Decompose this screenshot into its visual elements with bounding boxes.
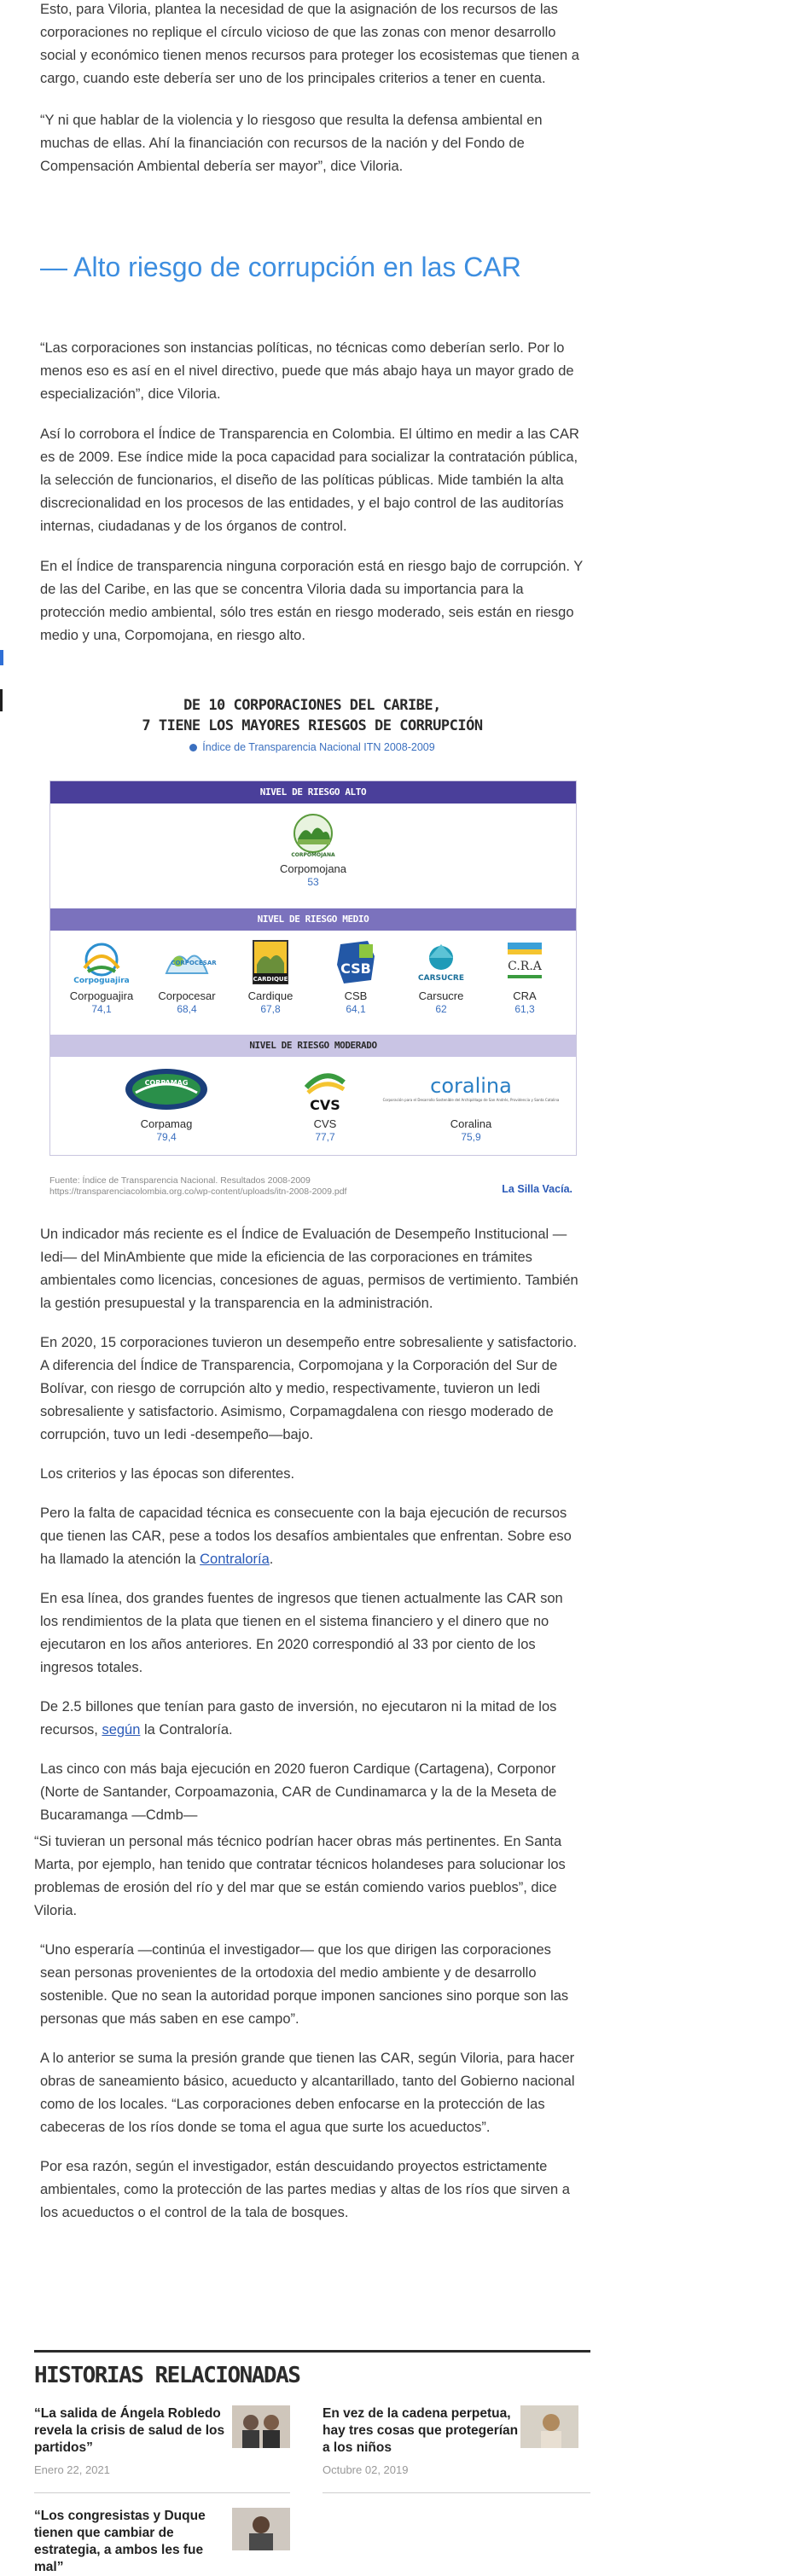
corp-name: CSB xyxy=(344,989,368,1002)
corp-name: Corpocesar xyxy=(158,989,216,1002)
figure-title-line2: 7 TIENE LOS MAYORES RIESGOS DE CORRUPCIÓN xyxy=(142,717,483,734)
related-story-title[interactable]: En vez de la cadena perpetua, hay tres cosas que protegerían a los niños xyxy=(323,2406,519,2455)
paragraph-text: . xyxy=(269,1552,274,1567)
related-story[interactable] xyxy=(34,2405,290,2476)
paragraph: Las cinco con más baja ejecución en 2020 fueron Cardique (Cartagena), Corponor (Norte de Santander, Corpoamazonia, CAR de Cundinamarca y la de la Meseta de Bucaramanga —Cdmb— xyxy=(40,1761,557,1823)
article-intro xyxy=(40,0,584,178)
row-moderate xyxy=(50,1057,576,1154)
paragraph: A lo anterior se suma la presión grande que tienen las CAR, según Viloria, para hacer obras de saneamiento básico, acueducto y alcantarillado, tanto del Gobierno nacional como de los locales. “Las corporaciones deben enfocarse en la protección de las cabeceras de los ríos donde se toma el agua que surte los acueductos”. xyxy=(40,2051,575,2135)
paragraph-text: Pero la falta de capacidad técnica es consecuente con la baja ejecución de recursos que tienen las CAR, pese a todos los desafíos ambientales que enfrentan. Sobre eso ha llamado la atención la xyxy=(40,1506,572,1567)
svg-text:Corpoguajira: Corpoguajira xyxy=(73,977,130,985)
corp-name: Coralina xyxy=(450,1117,492,1130)
svg-text:CSB: CSB xyxy=(340,960,371,977)
corpamag-logo-icon xyxy=(124,1067,209,1113)
paragraph: “Uno esperaría —continúa el investigador— que los que dirigen las corporaciones sean personas provenientes de la ortodoxia del medio ambiente y de desarrollo sostenible. Que no sean la autoridad porque imponen sanciones sino porque son las personas que más saben en ese campo”. xyxy=(40,1942,569,2027)
related-story-thumbnail[interactable] xyxy=(520,2405,578,2448)
paragraph xyxy=(40,1502,584,1571)
paragraph: “Si tuvieran un personal más técnico podrían hacer obras más pertinentes. En Santa Marta, por ejemplo, han tenido que contratar técnicos holandeses para solucionar los problemas de erosión del río y del mar que se están comiendo varios pueblos”, dice Viloria. xyxy=(34,1834,566,1918)
corp-corpomojana xyxy=(270,812,356,889)
corp-corpamag xyxy=(115,1067,218,1144)
figure-source-url[interactable]: https://transparenciacolombia.org.co/wp-content/uploads/itn-2008-2009.pdf xyxy=(49,1186,347,1197)
svg-text:CORPAMAG: CORPAMAG xyxy=(144,1079,189,1087)
svg-text:Corporación para el Desarrollo: Corporación para el Desarrollo Sostenible del Archipiélago de San Andrés, Providencia y Santa Catalina xyxy=(382,1098,560,1102)
segun-link[interactable]: según xyxy=(102,1722,141,1738)
corp-name: Corpomojana xyxy=(279,862,347,875)
paragraph: Así lo corrobora el Índice de Transparencia en Colombia. El último en medir a las CAR es de 2009. Ese índice mide la poca capacidad para socializar la contratación pública, la selección de funcionarios, el diseño de las políticas públicas. Mide también la alta discrecionalidad en los procesos de las entidades, y el bajo control de las auditorías internas, ciudadanas y de los órganos de control. xyxy=(40,426,579,534)
corp-corpoguajira xyxy=(59,939,144,1016)
corpoguajira-logo-icon xyxy=(74,939,129,985)
left-edge-accent xyxy=(0,650,3,665)
svg-text:coralina: coralina xyxy=(430,1074,512,1098)
paragraph: Esto, para Viloria, plantea la necesidad de que la asignación de los recursos de las corporaciones no replique el círculo vicioso de que las zonas con menor desarrollo social y económico tienen menos recursos para proteger los ecosistemas que tienen a cargo, cuando este debería ser uno de los principales criterios a tener en cuenta. xyxy=(40,2,579,86)
corp-value: 61,3 xyxy=(514,1003,535,1015)
svg-text:CARSUCRE: CARSUCRE xyxy=(418,974,464,983)
corp-value: 62 xyxy=(435,1003,447,1015)
band-moderate: NIVEL DE RIESGO MODERADO xyxy=(50,1035,576,1057)
figure-subtitle-text: Índice de Transparencia Nacional ITN 2008-2009 xyxy=(202,741,435,753)
related-divider xyxy=(34,2350,590,2353)
corp-name: Corpamag xyxy=(140,1117,193,1130)
corp-name: Cardique xyxy=(247,989,293,1002)
svg-text:C.R.A: C.R.A xyxy=(508,960,542,973)
coralina-logo-icon xyxy=(382,1067,560,1113)
paragraph: “Y ni que hablar de la violencia y lo riesgoso que resulta la defensa ambiental en muchas de ellas. Ahí la financiación con recursos de la nación y del Fondo de Compensación Ambiental debería ser mayor”, dice Viloria. xyxy=(40,113,543,174)
paragraph-text: De 2.5 billones que tenían para gasto de inversión, no ejecutaron ni la mitad de los recursos, xyxy=(40,1699,557,1738)
risk-table xyxy=(49,780,577,1156)
corp-cra xyxy=(482,939,567,1016)
paragraph: Por esa razón, según el investigador, están descuidando proyectos estrictamente ambientales, como la protección de las partes medias y altas de los ríos que sirven a los acueductos o el control de la tala de bosques. xyxy=(40,2159,570,2220)
legend-dot-icon xyxy=(189,744,197,751)
related-story[interactable] xyxy=(34,2508,290,2576)
paragraph: En esa línea, dos grandes fuentes de ingresos que tienen actualmente las CAR son los rendimientos de la plata que tienen en el sistema financiero y el dinero que no ejecutaron en los años anteriores. En 2020 correspondió al 33 por ciento de los ingresos totales. xyxy=(40,1591,563,1675)
corp-csb xyxy=(313,939,398,1016)
related-story-thumbnail[interactable] xyxy=(232,2508,290,2550)
band-mid: NIVEL DE RIESGO MEDIO xyxy=(50,908,576,931)
left-edge-accent-2 xyxy=(0,689,3,711)
related-story-thumbnail[interactable] xyxy=(232,2405,290,2448)
corp-value: 67,8 xyxy=(260,1003,281,1015)
article-body xyxy=(34,1223,584,2225)
row-high xyxy=(50,804,576,908)
band-high: NIVEL DE RIESGO ALTO xyxy=(50,781,576,804)
corp-value: 53 xyxy=(307,876,319,888)
csb-logo-icon xyxy=(328,939,383,985)
corp-value: 75,9 xyxy=(461,1131,481,1143)
corp-value: 74,1 xyxy=(91,1003,112,1015)
corpocesar-logo-icon xyxy=(160,939,217,985)
svg-text:CORPOMOJANA: CORPOMOJANA xyxy=(291,852,335,858)
corp-carsucre xyxy=(398,939,484,1016)
thumbnail-image-icon xyxy=(520,2405,578,2448)
thumbnail-image-icon xyxy=(232,2508,290,2550)
related-separator xyxy=(323,2492,590,2493)
figure-subtitle xyxy=(40,741,584,753)
section-heading: — Alto riesgo de corrupción en las CAR xyxy=(40,252,521,282)
corp-value: 79,4 xyxy=(156,1131,177,1143)
article-section xyxy=(40,337,584,647)
corp-corpocesar xyxy=(144,939,230,1016)
brand-logo: La Silla Vacía. xyxy=(502,1183,572,1195)
paragraph: En 2020, 15 corporaciones tuvieron un desempeño entre sobresaliente y satisfactorio. A diferencia del Índice de Transparencia, Corpomojana y la Corporación del Sur de Bolívar, con riesgo de corrupción alto y medio, respectivamente, tuvieron un Iedi sobresaliente y satisfactorio. Asimismo, Corpamagdalena con riesgo moderado de corrupción, tuvo un Iedi -desempeño—bajo. xyxy=(40,1335,578,1442)
related-title: HISTORIAS RELACIONADAS xyxy=(34,2363,300,2388)
corp-value: 68,4 xyxy=(177,1003,197,1015)
corp-coralina xyxy=(382,1067,560,1144)
related-separator xyxy=(34,2492,290,2493)
corp-name: Carsucre xyxy=(418,989,464,1002)
cvs-logo-icon xyxy=(298,1067,352,1113)
svg-text:CORPOCESAR: CORPOCESAR xyxy=(171,960,217,966)
cra-logo-icon xyxy=(497,939,552,985)
corp-name: CVS xyxy=(313,1117,337,1130)
svg-text:CARDIQUE: CARDIQUE xyxy=(253,976,288,983)
corpomojana-logo-icon xyxy=(286,812,340,858)
related-story-title[interactable]: “La salida de Ángela Robledo revela la crisis de salud de los partidos” xyxy=(34,2406,225,2455)
paragraph: Los criterios y las épocas son diferentes. xyxy=(40,1466,295,1482)
paragraph: En el Índice de transparencia ninguna corporación está en riesgo bajo de corrupción. Y de las del Caribe, en las que se concentra Viloria dada su importancia para la protección medio ambiental, sólo tres están en riesgo moderado, seis están en riesgo medio y una, Corpomojana, en riesgo alto. xyxy=(40,559,583,643)
related-story-title[interactable]: “Los congresistas y Duque tienen que cambiar de estrategia, a ambos les fue mal” xyxy=(34,2509,206,2574)
corp-cardique xyxy=(228,939,313,1016)
corp-value: 64,1 xyxy=(346,1003,366,1015)
transparency-infographic xyxy=(40,695,584,1207)
row-mid xyxy=(50,931,576,1035)
thumbnail-image-icon xyxy=(232,2405,290,2448)
related-story-date: Enero 22, 2021 xyxy=(34,2463,110,2476)
figure-title xyxy=(40,695,584,736)
figure-source xyxy=(49,1175,346,1198)
corp-name: Corpoguajira xyxy=(69,989,134,1002)
related-story-date: Octubre 02, 2019 xyxy=(323,2463,409,2476)
corp-cvs xyxy=(282,1067,368,1144)
related-story[interactable] xyxy=(323,2405,578,2476)
paragraph: Un indicador más reciente es el Índice de Evaluación de Desempeño Institucional —Iedi— del MinAmbiente que mide la eficiencia de las corporaciones en trámites ambientales como licencias, concesiones de aguas, permisos de vertimiento. También la gestión presupuestal y la transparencia en la administración. xyxy=(40,1227,578,1311)
figure-source-line1: Fuente: Índice de Transparencia Nacional. Resultados 2008-2009 xyxy=(49,1175,311,1186)
paragraph-text: la Contraloría. xyxy=(140,1722,233,1738)
corp-value: 77,7 xyxy=(315,1131,335,1143)
figure-title-line1: DE 10 CORPORACIONES DEL CARIBE, xyxy=(183,697,441,714)
contraloria-link[interactable]: Contraloría xyxy=(200,1552,270,1567)
paragraph: “Las corporaciones son instancias políticas, no técnicas como deberían serlo. Por lo menos eso es así en el nivel directivo, puede que más abajo haya un mayor grado de especialización”, dice Viloria. xyxy=(40,340,574,402)
carsucre-logo-icon xyxy=(414,939,468,985)
corp-name: CRA xyxy=(513,989,537,1002)
paragraph xyxy=(40,1696,584,1742)
svg-text:CVS: CVS xyxy=(310,1097,340,1113)
cardique-logo-icon xyxy=(243,939,298,985)
